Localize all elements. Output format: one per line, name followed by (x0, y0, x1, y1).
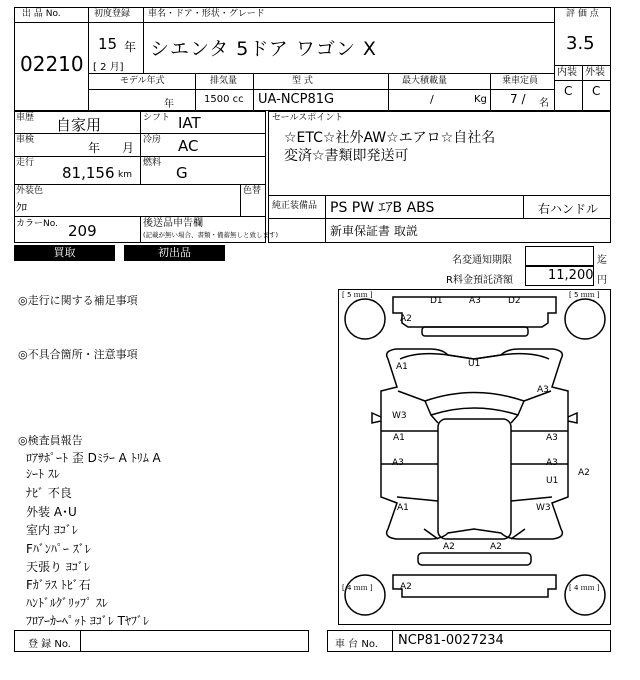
damage-mark-rr-quarter-w3: W3 (536, 503, 551, 513)
shift-label: シフト (143, 113, 171, 123)
inspector-line: ﾌﾛｱｰｶｰﾍﾟｯﾄ ﾖｺﾞﾚ Tﾔﾌﾞﾚ (26, 614, 149, 628)
first-reg-year: 15 (98, 35, 118, 53)
ext-color-label: 外装色 (16, 186, 44, 196)
model-type-value: UA-NCP81G (258, 92, 335, 107)
inspection-year-unit: 年 (88, 141, 101, 155)
capacity-unit: 名 (539, 98, 549, 109)
damage-mark-r-door2-u1: U1 (546, 476, 559, 486)
color-change-label: 色替 (243, 186, 262, 196)
recycle-fee-unit: 円 (597, 275, 607, 286)
damage-mark-l-door1-w3: W3 (392, 411, 407, 421)
inspection-month-unit: 月 (122, 141, 135, 155)
damage-mark-rear-a2: A2 (490, 542, 502, 552)
steering-value: 右ハンドル (538, 202, 599, 216)
tire-rear-right-icon (565, 575, 605, 615)
first-reg-label: 初度登録 (94, 9, 131, 19)
first-reg-month: [ 2 月] (93, 62, 124, 73)
capacity-value: 7 / (510, 92, 526, 106)
damage-mark-rear-bumper-a2: A2 (400, 582, 412, 592)
inspector-line: 室内 ﾖｺﾞﾚ (26, 523, 78, 537)
ac-label: 冷房 (143, 135, 162, 145)
damage-mark-l-door1-a1: A1 (393, 433, 405, 443)
tire-front-left-depth: [ 5 ｍｍ ] (342, 291, 373, 299)
equipment-label: 純正装備品 (272, 201, 318, 211)
sales-point-line1: ☆ETC☆社外AW☆エアロ☆自社名 (284, 130, 496, 146)
ac-value: AC (178, 137, 199, 155)
inspector-label: ◎検査員報告 (18, 434, 83, 447)
tire-front-right-icon (565, 299, 605, 339)
rating-label: 評 価 点 (566, 9, 599, 19)
exterior-grade: C (592, 84, 601, 98)
recycle-fee-label: R料金預託済額 (446, 275, 513, 286)
inspector-line: Fｶﾞﾗｽ ﾄﾋﾞ石 (26, 578, 91, 592)
lot-number-label: 出 品 No. (22, 9, 61, 19)
warranty-value: 新車保証書 取説 (330, 224, 418, 238)
sales-point-label: セールスポイント (272, 113, 344, 123)
damage-mark-rear-a2: A2 (443, 542, 455, 552)
inspector-line: 外装 A･U (26, 505, 77, 519)
tire-rear-left-depth: [ 4 ｍｍ ] (342, 584, 373, 592)
tire-rear-right-depth: [ 4 ｍｍ ] (569, 584, 600, 592)
model-type-label: 型 式 (292, 76, 313, 86)
interior-grade: C (564, 84, 573, 98)
mileage-label: 走行 (16, 158, 35, 168)
tire-front-left-icon (345, 299, 385, 339)
chassis-number: NCP81-0027234 (398, 633, 504, 648)
exterior-grade-label: 外装 (585, 67, 605, 78)
inspector-line: ﾛｱｻﾎﾟｰﾄ 歪 Dﾐﾗｰ A ﾄﾘﾑ A (26, 451, 161, 465)
tire-front-right-depth: [ 5 ｍｍ ] (569, 291, 600, 299)
color-no-value: 209 (68, 222, 97, 240)
name-change-deadline-label: 名変通知期限 (452, 255, 512, 266)
first-reg-year-unit: 年 (124, 40, 137, 54)
car-diagram (338, 289, 611, 625)
fuel-label: 燃料 (143, 158, 162, 168)
post-delivery-note: (記載が無い場合、書類・備蓄無しと致します) (143, 231, 279, 239)
ext-color-value: ｸﾛ (16, 201, 27, 214)
car-name-label: 車名・ドア・形状・グレード (148, 9, 265, 19)
damage-mark-fl-fender-a1: A1 (396, 362, 408, 372)
buy-button[interactable]: 買取 (14, 245, 115, 261)
damage-mark-front-bumper-a2: A2 (400, 314, 412, 324)
damage-mark-rl-quarter-a1: A1 (397, 503, 409, 513)
name-change-deadline-unit: 迄 (597, 255, 607, 266)
damage-mark-front-d1: D1 (430, 296, 443, 306)
recycle-fee-amount: 11,200 (548, 268, 594, 283)
inspector-line: ﾅﾋﾞ 不良 (26, 486, 72, 500)
supplement-label: ◎走行に関する補足事項 (18, 294, 138, 307)
damage-mark-r-side-a2: A2 (578, 468, 590, 478)
inspector-line: 天張り ﾖｺﾞﾚ (26, 560, 90, 574)
car-name: シエンタ 5ドア ワゴン X (150, 38, 377, 60)
inspector-line: ﾊﾝﾄﾞﾙｸﾞﾘｯﾌﾟ ｽﾚ (26, 596, 108, 610)
color-no-label: カラーNo. (16, 219, 58, 229)
history-label: 車歴 (16, 113, 35, 123)
max-load-unit: Kg (474, 94, 487, 105)
chassis-number-label: 車 台 No. (335, 639, 378, 650)
registration-number-label: 登 録 No. (28, 639, 71, 650)
capacity-label: 乗車定員 (502, 76, 539, 86)
damage-mark-front-d2: D2 (508, 296, 521, 306)
fuel-value: G (176, 164, 188, 182)
model-year-label: モデル年式 (120, 76, 165, 86)
displacement-value: 1500 cc (204, 94, 244, 105)
shift-value: IAT (178, 114, 201, 132)
post-delivery-label: 後送品申告欄 (143, 218, 203, 229)
damage-mark-r-door2-a3: A3 (546, 458, 558, 468)
sales-point-line2: 変済☆書類即発送可 (284, 148, 409, 164)
equipment-value: PS PW ｴｱB ABS (330, 200, 435, 216)
defects-label: ◎不具合箇所・注意事項 (18, 348, 138, 361)
rating-value: 3.5 (566, 33, 595, 54)
inspector-line: ｼｰﾄ ｽﾚ (26, 467, 60, 481)
history-value: 自家用 (56, 116, 102, 134)
damage-mark-r-door1-a3: A3 (546, 433, 558, 443)
name-change-deadline-box (525, 246, 594, 266)
damage-mark-l-door2-a3: A3 (392, 458, 404, 468)
model-year-unit: 年 (164, 99, 174, 110)
max-load-slash: / (430, 93, 434, 106)
displacement-label: 排気量 (210, 76, 238, 86)
interior-grade-label: 内装 (557, 67, 577, 78)
tire-rear-left-icon (345, 575, 385, 615)
mileage-unit: km (118, 170, 132, 180)
max-load-label: 最大積載量 (402, 76, 448, 86)
mileage-value: 81,156 (62, 164, 115, 182)
damage-mark-front-a3: A3 (469, 296, 481, 306)
inspection-label: 車検 (16, 135, 35, 145)
damage-mark-hood-u1: U1 (468, 359, 481, 369)
lot-number: 02210 (20, 52, 84, 76)
inspector-line: Fﾊﾞﾝﾊﾟｰ ｽﾞﾚ (26, 542, 91, 556)
first-listing-button[interactable]: 初出品 (124, 245, 225, 261)
damage-mark-fr-fender-a3: A3 (537, 385, 549, 395)
